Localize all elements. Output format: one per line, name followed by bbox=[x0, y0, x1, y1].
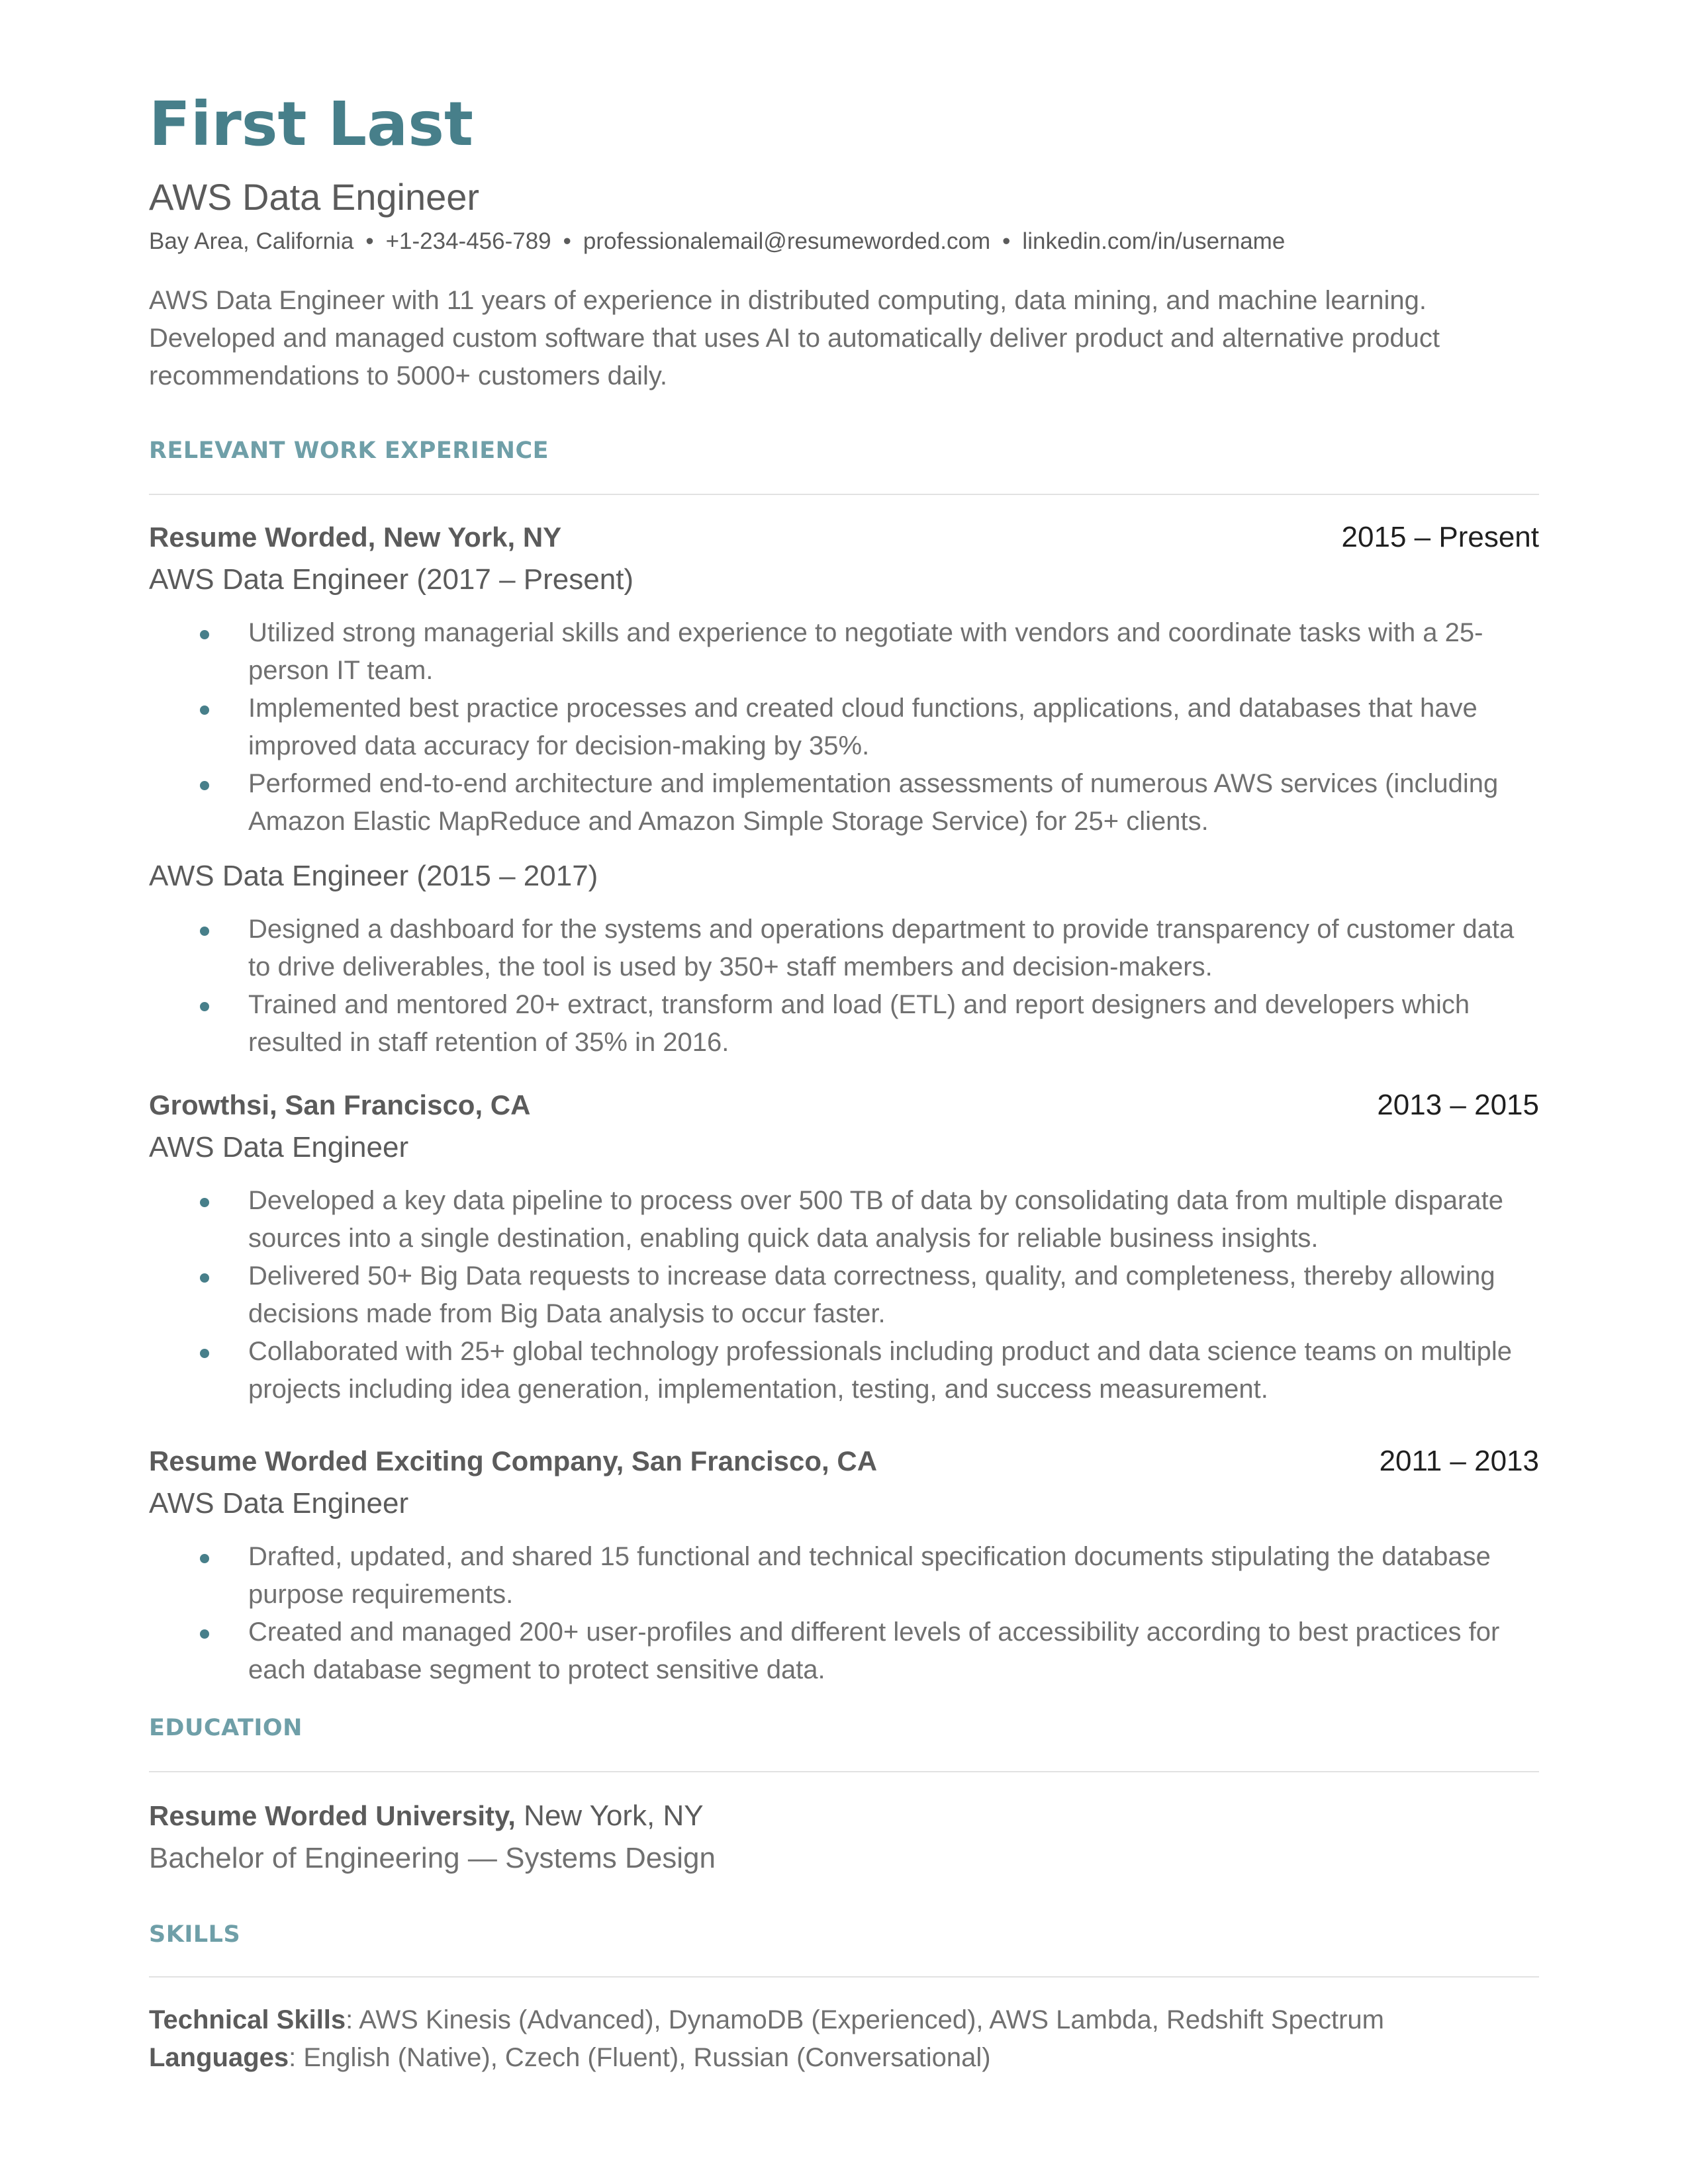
bullet-item: Drafted, updated, and shared 15 functional and technical specification documents stipulating the database purpose requirements. bbox=[149, 1538, 1539, 1614]
summary: AWS Data Engineer with 11 years of experience in distributed computing, data mining, and machine learning. Developed and managed custom software that uses AI to automatically deliver product and alternative product recommendations to 5000+ customers daily. bbox=[149, 286, 1440, 390]
candidate-name: First Last bbox=[149, 89, 473, 159]
job-role: AWS Data Engineer bbox=[149, 1487, 409, 1520]
bullet-dot-icon bbox=[200, 705, 209, 715]
job-role: AWS Data Engineer (2015 – 2017) bbox=[149, 860, 598, 892]
job-dates: 2011 – 2013 bbox=[1379, 1445, 1539, 1477]
section-divider bbox=[149, 1771, 1539, 1772]
contact-linkedin[interactable]: linkedin.com/in/username bbox=[1022, 228, 1286, 254]
job-company: Growthsi, San Francisco, CA bbox=[149, 1089, 531, 1120]
bullet-list bbox=[149, 614, 1539, 841]
bullet-dot-icon bbox=[200, 1349, 209, 1358]
bullet-list bbox=[149, 1538, 1539, 1689]
bullet-dot-icon bbox=[200, 781, 209, 790]
skills-technical-value: : AWS Kinesis (Advanced), DynamoDB (Experienced), AWS Lambda, Redshift Spectrum bbox=[346, 2005, 1384, 2034]
bullet-item: Implemented best practice processes and created cloud functions, applications, and databases that have improved data accuracy for decision-making by 35%. bbox=[149, 690, 1539, 765]
section-title-skills: SKILLS bbox=[149, 1921, 241, 1948]
skills-languages-value: : English (Native), Czech (Fluent), Russian (Conversational) bbox=[289, 2043, 991, 2072]
bullet-item: Collaborated with 25+ global technology professionals including product and data science teams on multiple projects including idea generation, implementation, testing, and success measurement. bbox=[149, 1333, 1539, 1408]
education-school-line bbox=[149, 1796, 704, 1836]
bullet-item: Designed a dashboard for the systems and operations department to provide transparency of customer data to drive deliverables, the tool is used by 350+ staff members and decision-makers. bbox=[149, 911, 1539, 986]
contact-line bbox=[149, 225, 1539, 258]
section-divider bbox=[149, 494, 1539, 495]
bullet-dot-icon bbox=[200, 1198, 209, 1207]
bullet-item: Utilized strong managerial skills and experience to negotiate with vendors and coordinate tasks with a 25-person IT team. bbox=[149, 614, 1539, 690]
bullet-item: Created and managed 200+ user-profiles and different levels of accessibility according to best practices for each database segment to protect sensitive data. bbox=[149, 1614, 1539, 1689]
contact-separator: • bbox=[563, 228, 571, 254]
job-company: Resume Worded, New York, NY bbox=[149, 522, 562, 553]
section-title-education: EDUCATION bbox=[149, 1715, 303, 1741]
skills-technical-label: Technical Skills bbox=[149, 2005, 346, 2034]
bullet-item: Delivered 50+ Big Data requests to increase data correctness, quality, and completeness, thereby allowing decisions made from Big Data analysis to occur faster. bbox=[149, 1257, 1539, 1333]
job-dates: 2013 – 2015 bbox=[1377, 1089, 1539, 1121]
contact-location: Bay Area, California bbox=[149, 228, 354, 254]
bullet-dot-icon bbox=[200, 1554, 209, 1563]
job-role: AWS Data Engineer bbox=[149, 1131, 409, 1163]
skills-languages-label: Languages bbox=[149, 2043, 289, 2072]
skills-languages bbox=[149, 2039, 991, 2077]
contact-separator: • bbox=[365, 228, 374, 254]
candidate-title: AWS Data Engineer bbox=[149, 176, 480, 218]
job-company: Resume Worded Exciting Company, San Francisco, CA bbox=[149, 1445, 878, 1477]
job-role: AWS Data Engineer (2017 – Present) bbox=[149, 563, 634, 596]
bullet-dot-icon bbox=[200, 927, 209, 936]
bullet-dot-icon bbox=[200, 1002, 209, 1011]
education-degree: Bachelor of Engineering — Systems Design bbox=[149, 1842, 716, 1874]
section-divider bbox=[149, 1976, 1539, 1978]
contact-separator: • bbox=[1002, 228, 1011, 254]
contact-phone: +1-234-456-789 bbox=[385, 228, 551, 254]
education-school: Resume Worded University, bbox=[149, 1800, 516, 1831]
job-dates: 2015 – Present bbox=[1341, 521, 1539, 553]
contact-email[interactable]: professionalemail@resumeworded.com bbox=[583, 228, 991, 254]
bullet-dot-icon bbox=[200, 1273, 209, 1283]
bullet-dot-icon bbox=[200, 1629, 209, 1639]
bullet-dot-icon bbox=[200, 630, 209, 639]
bullet-item: Developed a key data pipeline to process over 500 TB of data by consolidating data from multiple disparate sources into a single destination, enabling quick data analysis for reliable business insights. bbox=[149, 1182, 1539, 1257]
bullet-list bbox=[149, 1182, 1539, 1408]
skills-technical bbox=[149, 2001, 1384, 2039]
bullet-list bbox=[149, 911, 1539, 1062]
bullet-item: Performed end-to-end architecture and implementation assessments of numerous AWS services (including Amazon Elastic MapReduce and Amazon Simple Storage Service) for 25+ clients. bbox=[149, 765, 1539, 841]
section-title-experience: RELEVANT WORK EXPERIENCE bbox=[149, 437, 549, 464]
education-location: New York, NY bbox=[524, 1799, 704, 1832]
bullet-item: Trained and mentored 20+ extract, transform and load (ETL) and report designers and developers which resulted in staff retention of 35% in 2016. bbox=[149, 986, 1539, 1062]
